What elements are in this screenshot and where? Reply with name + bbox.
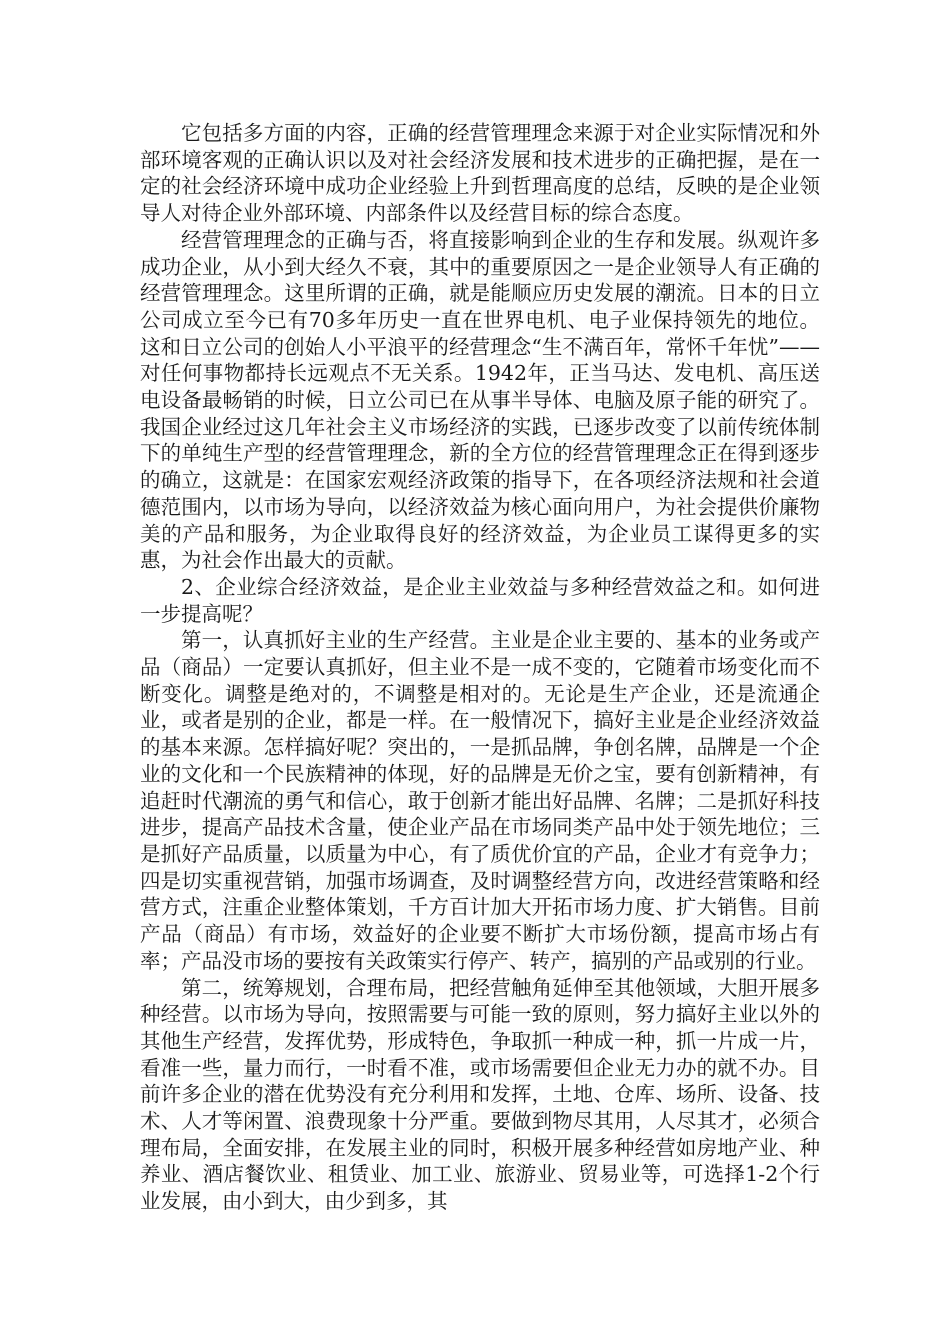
paragraph-second-point-diversification: 第二，统筹规划，合理布局，把经营触角延伸至其他领域，大胆开展多种经营。以市场为导向，按照需要与可能一致的原则，努力搞好主业以外的其他生产经营，发挥优势，形成特色，争取抓一种成一种，抓一片成一片，看准一些，量力而行，一时看不准，或市场需要但企业无力办的就不办。目前许多企业的潜在优势没有充分利用和发挥，土地、仓库、场所、设备、技术、人才等闲置、浪费现象十分严重。要做到物尽其用，人尽其才，必须合理布局，全面安排，在发展主业的同时，积极开展多种经营如房地产业、种养业、酒店餐饮业、租赁业、加工业、旅游业、贸易业等，可选择1-2个行业发展，由小到大，由少到多，其 — [140, 975, 820, 1214]
paragraph-business-philosophy-importance: 经营管理理念的正确与否，将直接影响到企业的生存和发展。纵观许多成功企业，从小到大经久不衰，其中的重要原因之一是企业领导人有正确的经营管理理念。这里所谓的正确，就是能顺应历史发展的潮流。日本的日立公司成立至今已有70多年历史一直在世界电机、电子业保持领先的地位。这和日立公司的创始人小平浪平的经营理念“生不满百年，常怀千年忧”——对任何事物都持长远观点不无关系。1942年，正当马达、发电机、高压送电设备最畅销的时候，日立公司已在从事半导体、电脑及原子能的研究了。我国企业经过这几年社会主义市场经济的实践，已逐步改变了以前传统体制下的单纯生产型的经营管理理念，新的全方位的经营管理理念正在得到逐步的确立，这就是：在国家宏观经济政策的指导下，在各项经济法规和社会道德范围内，以市场为导向，以经济效益为核心面向用户，为社会提供价廉物美的产品和服务，为企业取得良好的经济效益，为企业员工谋得更多的实惠，为社会作出最大的贡献。 — [140, 227, 820, 573]
paragraph-first-point-main-business: 第一，认真抓好主业的生产经营。主业是企业主要的、基本的业务或产品（商品）一定要认真抓好，但主业不是一成不变的，它随着市场变化而不断变化。调整是绝对的，不调整是相对的。无论是生产企业，还是流通企业，或者是别的企业，都是一样。在一般情况下，搞好主业是企业经济效益的基本来源。怎样搞好呢？突出的，一是抓品牌，争创名牌，品牌是一个企业的文化和一个民族精神的体现，好的品牌是无价之宝，要有创新精神，有追赶时代潮流的勇气和信心，敢于创新才能出好品牌、名牌；二是抓好科技进步，提高产品技术含量，使企业产品在市场同类产品中处于领先地位；三是抓好产品质量，以质量为中心，有了质优价宜的产品，企业才有竞争力；四是切实重视营销，加强市场调查，及时调整经营方向，改进经营策略和经营方式，注重企业整体策划，千方百计加大开拓市场力度、扩大销售。目前产品（商品）有市场，效益好的企业要不断扩大市场份额，提高市场占有率；产品没市场的要按有关政策实行停产、转产，搞别的产品或别的行业。 — [140, 628, 820, 973]
paragraph-section-2-heading: 2、企业综合经济效益，是企业主业效益与多种经营效益之和。如何进一步提高呢？ — [140, 574, 820, 626]
document-page — [140, 120, 820, 1215]
paragraph-business-philosophy-definition: 它包括多方面的内容，正确的经营管理理念来源于对企业实际情况和外部环境客观的正确认识以及对社会经济发展和技术进步的正确把握，是在一定的社会经济环境中成功企业经验上升到哲理高度的总结，反映的是企业领导人对待企业外部环境、内部条件以及经营目标的综合态度。 — [140, 121, 820, 226]
